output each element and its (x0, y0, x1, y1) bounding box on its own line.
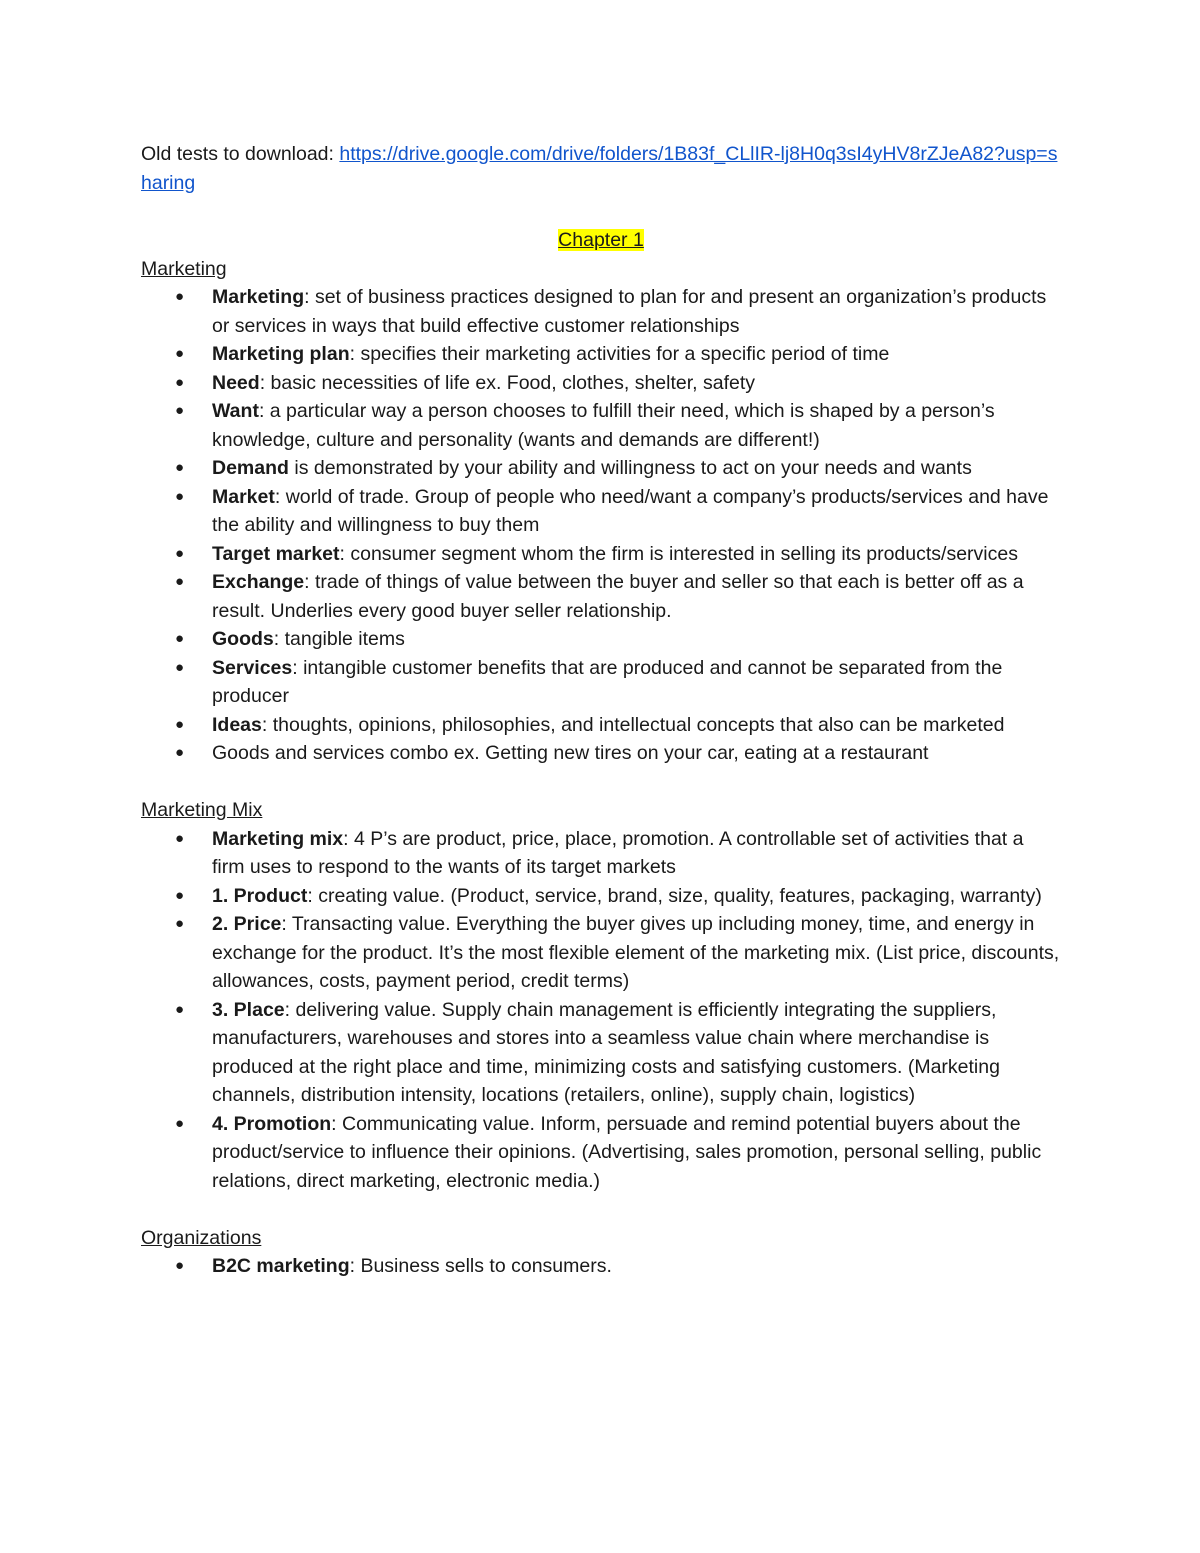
term-definition: : creating value. (Product, service, brand, size, quality, features, packaging, warranty) (307, 884, 1042, 907)
term-definition: : consumer segment whom the firm is interested in selling its products/services (339, 542, 1018, 565)
bullet-icon: ● (175, 630, 185, 647)
term-label: Target market (212, 542, 340, 565)
term-definition: : Communicating value. Inform, persuade and remind potential buyers about the product/service to influence their opinions. (Advertising, sales promotion, personal selling, public relations, direct marketing, electronic media.) (212, 1112, 1042, 1192)
list-item (141, 910, 1061, 996)
bullet-icon: ● (175, 288, 185, 305)
bullet-icon: ● (175, 715, 185, 733)
list-item (141, 882, 1061, 911)
list-item (141, 454, 1061, 483)
term-label: 1. Product (212, 884, 308, 907)
list-item (141, 483, 1061, 540)
term-definition: : a particular way a person chooses to fulfill their need, which is shaped by a person’s knowledge, culture and personality (wants and demands are different!) (212, 400, 995, 451)
list-item (141, 625, 1061, 654)
term-definition: : thoughts, opinions, philosophies, and intellectual concepts that also can be marketed (261, 713, 1005, 736)
bullet-icon: ● (175, 459, 185, 476)
bullet-icon: ● (175, 402, 185, 419)
intro-label: Old tests to download: (141, 143, 340, 165)
term-definition: : trade of things of value between the buyer and seller so that each is better off as a result. Underlies every good buyer seller relationship. (212, 571, 1024, 622)
list-item (141, 1110, 1061, 1196)
sections-container (141, 255, 1061, 1281)
bullet-icon: ● (175, 544, 185, 562)
list-item (141, 283, 1061, 340)
list-item (141, 654, 1061, 711)
document-page (141, 140, 1061, 1281)
list-item (141, 340, 1061, 369)
section-spacer (141, 768, 1061, 797)
term-label: B2C marketing (212, 1255, 350, 1277)
term-label: 3. Place (212, 998, 285, 1021)
drive-link[interactable]: https://drive.google.com/drive/folders/1B83f_CLlIR-lj8H0q3sI4yHV8rZJeA82?usp=sharing (141, 143, 1058, 194)
term-label: Marketing plan (212, 343, 350, 365)
term-definition: : delivering value. Supply chain management is efficiently integrating the suppliers, manufacturers, warehouses and stores into a seamless value chain where merchandise is produced at the right place and time, minimizing costs and satisfying customers. (Marketing channels, distribution intensity, locations (retailers, online), supply chain, logistics) (212, 998, 1000, 1106)
term-label: Need (212, 371, 260, 394)
term-definition: : basic necessities of life ex. Food, clothes, shelter, safety (259, 371, 756, 394)
bullet-icon: ● (175, 1257, 185, 1274)
term-definition: Goods and services combo ex. Getting new tires on your car, eating at a restaurant (212, 742, 929, 764)
bullet-list (141, 283, 1061, 768)
term-label: Exchange (212, 571, 305, 593)
bullet-icon: ● (175, 886, 185, 904)
bullet-list (141, 825, 1061, 1196)
term-label: 4. Promotion (212, 1112, 332, 1135)
term-definition: is demonstrated by your ability and willingness to act on your needs and wants (288, 457, 972, 479)
term-label: Marketing (212, 286, 305, 308)
chapter-heading: Chapter 1 (558, 229, 644, 251)
section-spacer (141, 1195, 1061, 1224)
term-definition: : intangible customer benefits that are produced and cannot be separated from the producer (212, 656, 1003, 707)
list-item (141, 568, 1061, 625)
term-definition: : set of business practices designed to plan for and present an organization’s products or services in ways that build effective customer relationships (212, 286, 1047, 337)
list-item (141, 1252, 1061, 1281)
term-label: Marketing mix (212, 827, 344, 850)
term-definition: : 4 P’s are product, price, place, promotion. A controllable set of activities that a firm uses to respond to the wants of its target markets (212, 827, 1024, 878)
bullet-icon: ● (175, 573, 185, 590)
bullet-icon: ● (175, 658, 185, 676)
bullet-icon: ● (175, 915, 185, 932)
list-item (141, 540, 1061, 569)
term-label: Goods (212, 628, 274, 650)
term-label: Market (212, 485, 275, 508)
chapter-heading-row (141, 226, 1061, 255)
section-title: Marketing Mix (141, 799, 263, 821)
list-item (141, 996, 1061, 1110)
term-definition: : world of trade. Group of people who need/want a company’s products/services and have the ability and willingness to buy them (212, 485, 1049, 536)
bullet-list (141, 1252, 1061, 1281)
section-title: Marketing (141, 257, 227, 280)
list-item (141, 739, 1061, 768)
term-label: Ideas (212, 713, 262, 736)
list-item (141, 711, 1061, 740)
term-definition: : tangible items (273, 628, 405, 650)
list-item (141, 825, 1061, 882)
term-label: Services (212, 656, 293, 679)
list-item (141, 369, 1061, 398)
bullet-icon: ● (175, 744, 185, 761)
term-label: Want (212, 400, 259, 422)
intro-line (141, 140, 1061, 197)
list-item (141, 397, 1061, 454)
term-label: Demand (212, 457, 289, 479)
bullet-icon: ● (175, 1114, 185, 1132)
term-definition: : specifies their marketing activities for a specific period of time (349, 343, 890, 365)
bullet-icon: ● (175, 373, 185, 391)
bullet-icon: ● (175, 829, 185, 847)
term-definition: : Transacting value. Everything the buyer gives up including money, time, and energy in exchange for the product. It’s the most flexible element of the marketing mix. (List price, discounts, allowances, costs, payment period, credit terms) (212, 913, 1060, 992)
term-definition: : Business sells to consumers. (349, 1255, 612, 1277)
section-title: Organizations (141, 1226, 262, 1249)
term-label: 2. Price (212, 913, 282, 935)
bullet-icon: ● (175, 345, 185, 362)
bullet-icon: ● (175, 1000, 185, 1018)
bullet-icon: ● (175, 487, 185, 505)
